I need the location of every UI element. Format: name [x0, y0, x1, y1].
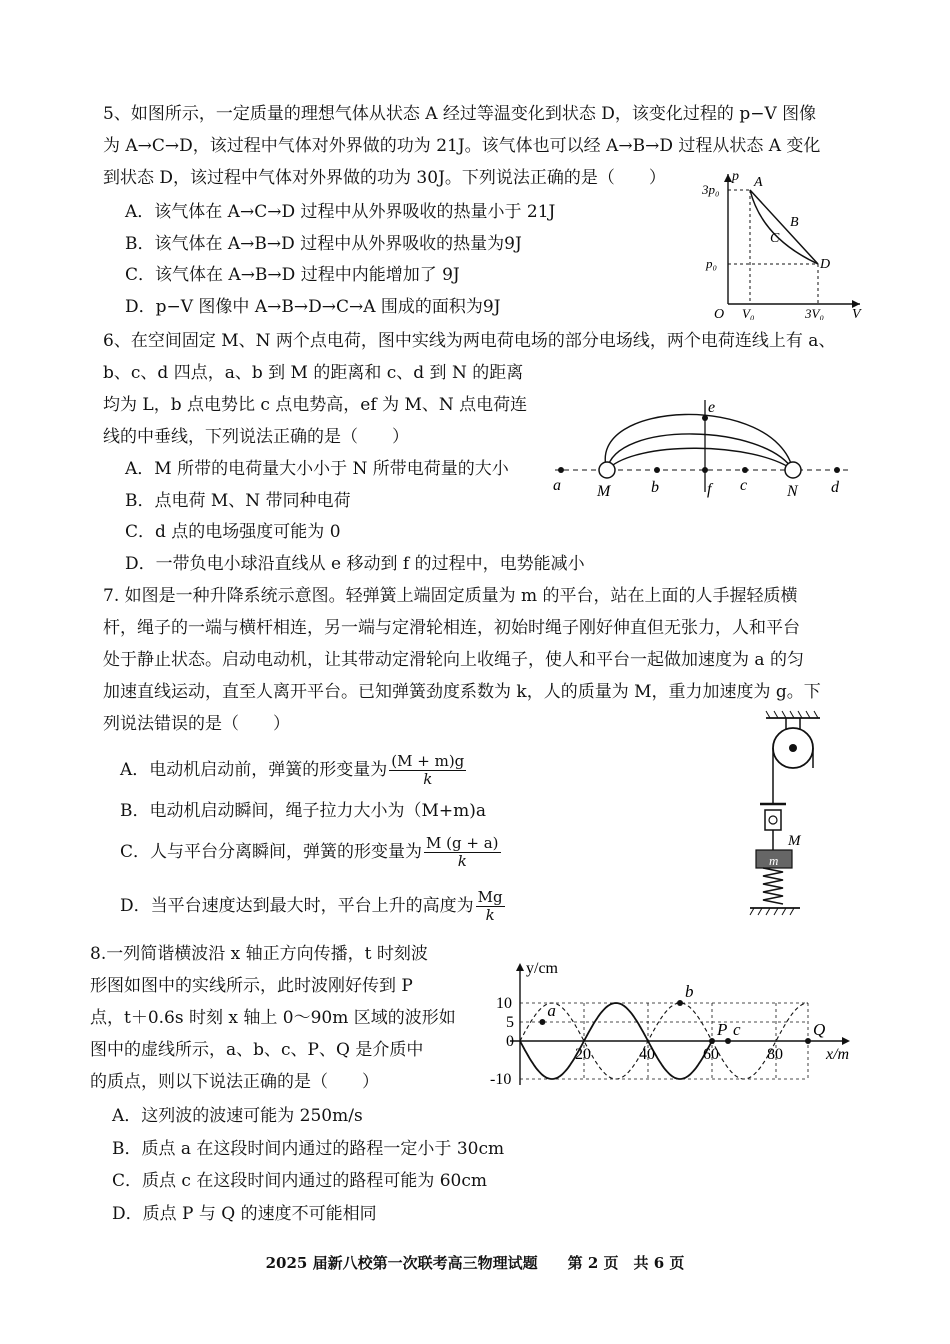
- q7-option-d-fraction: [476, 889, 505, 924]
- q8-stem-line-5: 的质点，则以下说法正确的是（ ）: [90, 1072, 379, 1092]
- q6-field-line-2: [607, 434, 793, 470]
- q6-charge-n: [785, 462, 801, 478]
- q8-option-c: C．质点 c 在这段时间内通过的路程可能为 60cm: [112, 1171, 488, 1191]
- q6-label-c: c: [740, 477, 748, 494]
- q8-option-a: A．这列波的波速可能为 250m/s: [112, 1106, 363, 1126]
- point-label-p: P: [717, 1020, 728, 1039]
- point-p: [709, 1038, 715, 1044]
- y-axis-arrow: [516, 963, 524, 971]
- q7-option-c-text: C．人与平台分离瞬间，弹簧的形变量为: [120, 842, 423, 862]
- q6-stem-line-2: b、c、d 四点，a、b 到 M 的距离和 c、d 到 N 的距离: [103, 363, 524, 383]
- q6-label-f: f: [707, 481, 712, 498]
- q8-stem-line-2: 形图如图中的实线所示，此时波刚好传到 P: [90, 976, 413, 996]
- q7-option-d: [120, 886, 505, 926]
- q7-stem-line-2: 杆，绳子的一端与横杆相连，另一端与定滑轮相连，初始时绳子刚好伸直但无张力，人和平台: [103, 618, 800, 638]
- q6-field-line-1: [605, 414, 793, 470]
- q5-label-c: C: [770, 231, 780, 246]
- q5-option-b: B．该气体在 A→B→D 过程中从外界吸收的热量为9J: [125, 234, 522, 254]
- q7-lift-diagram: [738, 708, 838, 928]
- q7-option-d-text: D．当平台速度达到最大时，平台上升的高度为: [120, 896, 474, 916]
- q6-option-a: A．M 所带的电荷量大小小于 N 所带电荷量的大小: [125, 459, 509, 479]
- q5-label-d: D: [820, 257, 831, 272]
- y-tick-label: 10: [496, 995, 512, 1012]
- point-q: [805, 1038, 811, 1044]
- q7-option-a: [120, 750, 466, 790]
- q5-label-b: B: [790, 215, 799, 230]
- q8-option-d: D．质点 P 与 Q 的速度不可能相同: [112, 1204, 377, 1224]
- q7-stem-line-4: 加速直线运动，直至人离开平台。已知弹簧劲度系数为 k，人的质量为 M，重力加速度为 g。下: [103, 682, 821, 702]
- q7-option-a-denominator: k: [423, 770, 433, 788]
- q7-option-d-denominator: k: [485, 906, 495, 924]
- point-b: [677, 1000, 683, 1006]
- q5-option-a: A．该气体在 A→C→D 过程中从外界吸收的热量小于 21J: [125, 202, 556, 222]
- q5-pv-diagram: [700, 168, 870, 320]
- q8-option-b: B．质点 a 在这段时间内通过的路程一定小于 30cm: [112, 1139, 505, 1159]
- q6-label-e: e: [708, 399, 716, 416]
- y-tick-label: 0: [506, 1033, 514, 1050]
- q5-option-c: C．该气体在 A→B→D 过程中内能增加了 9J: [125, 265, 460, 285]
- q8-stem-line-4: 图中的虚线所示，a、b、c、P、Q 是介质中: [90, 1040, 424, 1060]
- q7-option-c-denominator: k: [457, 852, 467, 870]
- q5-stem-line-2: 为 A→C→D，该过程中气体对外界做的功为 21J。该气体也可以经 A→B→D 过程从状态 A 变化: [103, 136, 821, 156]
- q5-stem-line-1: 5、如图所示，一定质量的理想气体从状态 A 经过等温变化到状态 D，该变化过程的 p−V 图像: [103, 104, 817, 124]
- q6-option-c: C．d 点的电场强度可能为 0: [125, 522, 341, 542]
- q5-label-3v0: 3V₀: [805, 306, 824, 320]
- q6-option-b: B．点电荷 M、N 带同种电荷: [125, 491, 351, 511]
- q6-label-n: N: [787, 483, 798, 500]
- x-axis-label: x/m: [826, 1046, 850, 1063]
- point-label-a: a: [547, 1001, 556, 1020]
- x-tick-label: 80: [767, 1046, 783, 1063]
- q6-stem-line-4: 线的中垂线，下列说法正确的是（ ）: [103, 427, 409, 447]
- q5-label-p-axis: p: [732, 169, 739, 184]
- q6-stem-line-1: 6、在空间固定 M、N 两个点电荷，图中实线为两电荷电场的部分电场线，两个电荷连线上有 a、: [103, 331, 836, 351]
- q5-label-origin: O: [714, 307, 725, 320]
- q7-option-c-numerator: M (g + a): [426, 834, 499, 852]
- q6-field-line-3: [607, 448, 793, 470]
- q6-label-d: d: [831, 479, 839, 496]
- q5-line-abd: [750, 190, 818, 264]
- y-tick-label: -10: [490, 1071, 512, 1088]
- q6-stem-line-3: 均为 L，b 点电势比 c 点电势高，ef 为 M、N 点电荷连: [103, 395, 528, 415]
- q7-stem-line-5: 列说法错误的是（ ）: [103, 714, 290, 734]
- q7-option-c: [120, 832, 501, 872]
- y-tick-label: 5: [506, 1014, 514, 1031]
- q8-wave-chart: [470, 955, 870, 1095]
- q8-stem-line-1: 8.一列简谐横波沿 x 轴正方向传播，t 时刻波: [90, 944, 428, 964]
- point-label-c: c: [733, 1020, 741, 1039]
- point-label-q: Q: [813, 1020, 826, 1039]
- q7-option-d-numerator: Mg: [477, 888, 503, 906]
- q7-option-c-fraction: [424, 835, 500, 870]
- q6-field-diagram: [545, 392, 865, 502]
- q7-option-b: B．电动机启动瞬间，绳子拉力大小为（M+m)a: [120, 801, 487, 821]
- q7-option-a-text: A．电动机启动前，弹簧的形变量为: [120, 760, 388, 780]
- q7-spring: [763, 868, 783, 904]
- point-c: [725, 1038, 731, 1044]
- q5-option-d: D．p−V 图像中 A→B→D→C→A 围成的面积为9J: [125, 297, 501, 317]
- point-label-b: b: [685, 982, 694, 1001]
- q7-option-a-fraction: [389, 753, 466, 788]
- q5-label-p0: p₀: [706, 256, 718, 271]
- q8-stem-line-3: 点，t＋0.6s 时刻 x 轴上 0～90m 区域的波形如: [90, 1008, 456, 1028]
- q6-charge-m: [599, 462, 615, 478]
- q6-label-m: M: [597, 483, 611, 500]
- q7-stem-line-3: 处于静止状态。启动电动机，让其带动定滑轮向上收绳子，使人和平台一起做加速度为 a 的匀: [103, 650, 804, 670]
- q7-option-a-numerator: (M + m)g: [391, 752, 465, 770]
- q5-label-3p0: 3p₀: [702, 182, 720, 197]
- q5-stem-line-3: 到状态 D，该过程中气体对外界做的功为 30J。下列说法正确的是（ ）: [103, 168, 666, 188]
- q5-label-v-axis: V: [852, 307, 861, 320]
- q6-label-a: a: [553, 477, 561, 494]
- x-tick-label: 40: [639, 1046, 655, 1063]
- q6-label-b: b: [651, 479, 659, 496]
- q5-label-a: A: [754, 175, 763, 190]
- q7-label-m-platform: m: [769, 853, 779, 868]
- point-a: [539, 1019, 545, 1025]
- q6-option-d: D．一带负电小球沿直线从 e 移动到 f 的过程中，电势能减小: [125, 554, 585, 574]
- y-axis-label: y/cm: [526, 960, 558, 977]
- q5-label-v0: V₀: [742, 306, 755, 320]
- x-tick-label: 20: [575, 1046, 591, 1063]
- page-footer: 2025 届新八校第一次联考高三物理试题 第 2 页 共 6 页: [265, 1254, 685, 1272]
- x-axis-arrow: [842, 1037, 850, 1045]
- q7-stem-line-1: 7. 如图是一种升降系统示意图。轻弹簧上端固定质量为 m 的平台，站在上面的人手握轻质横: [103, 586, 798, 606]
- q7-label-m-person: M: [788, 833, 801, 849]
- x-tick-label: 60: [703, 1046, 719, 1063]
